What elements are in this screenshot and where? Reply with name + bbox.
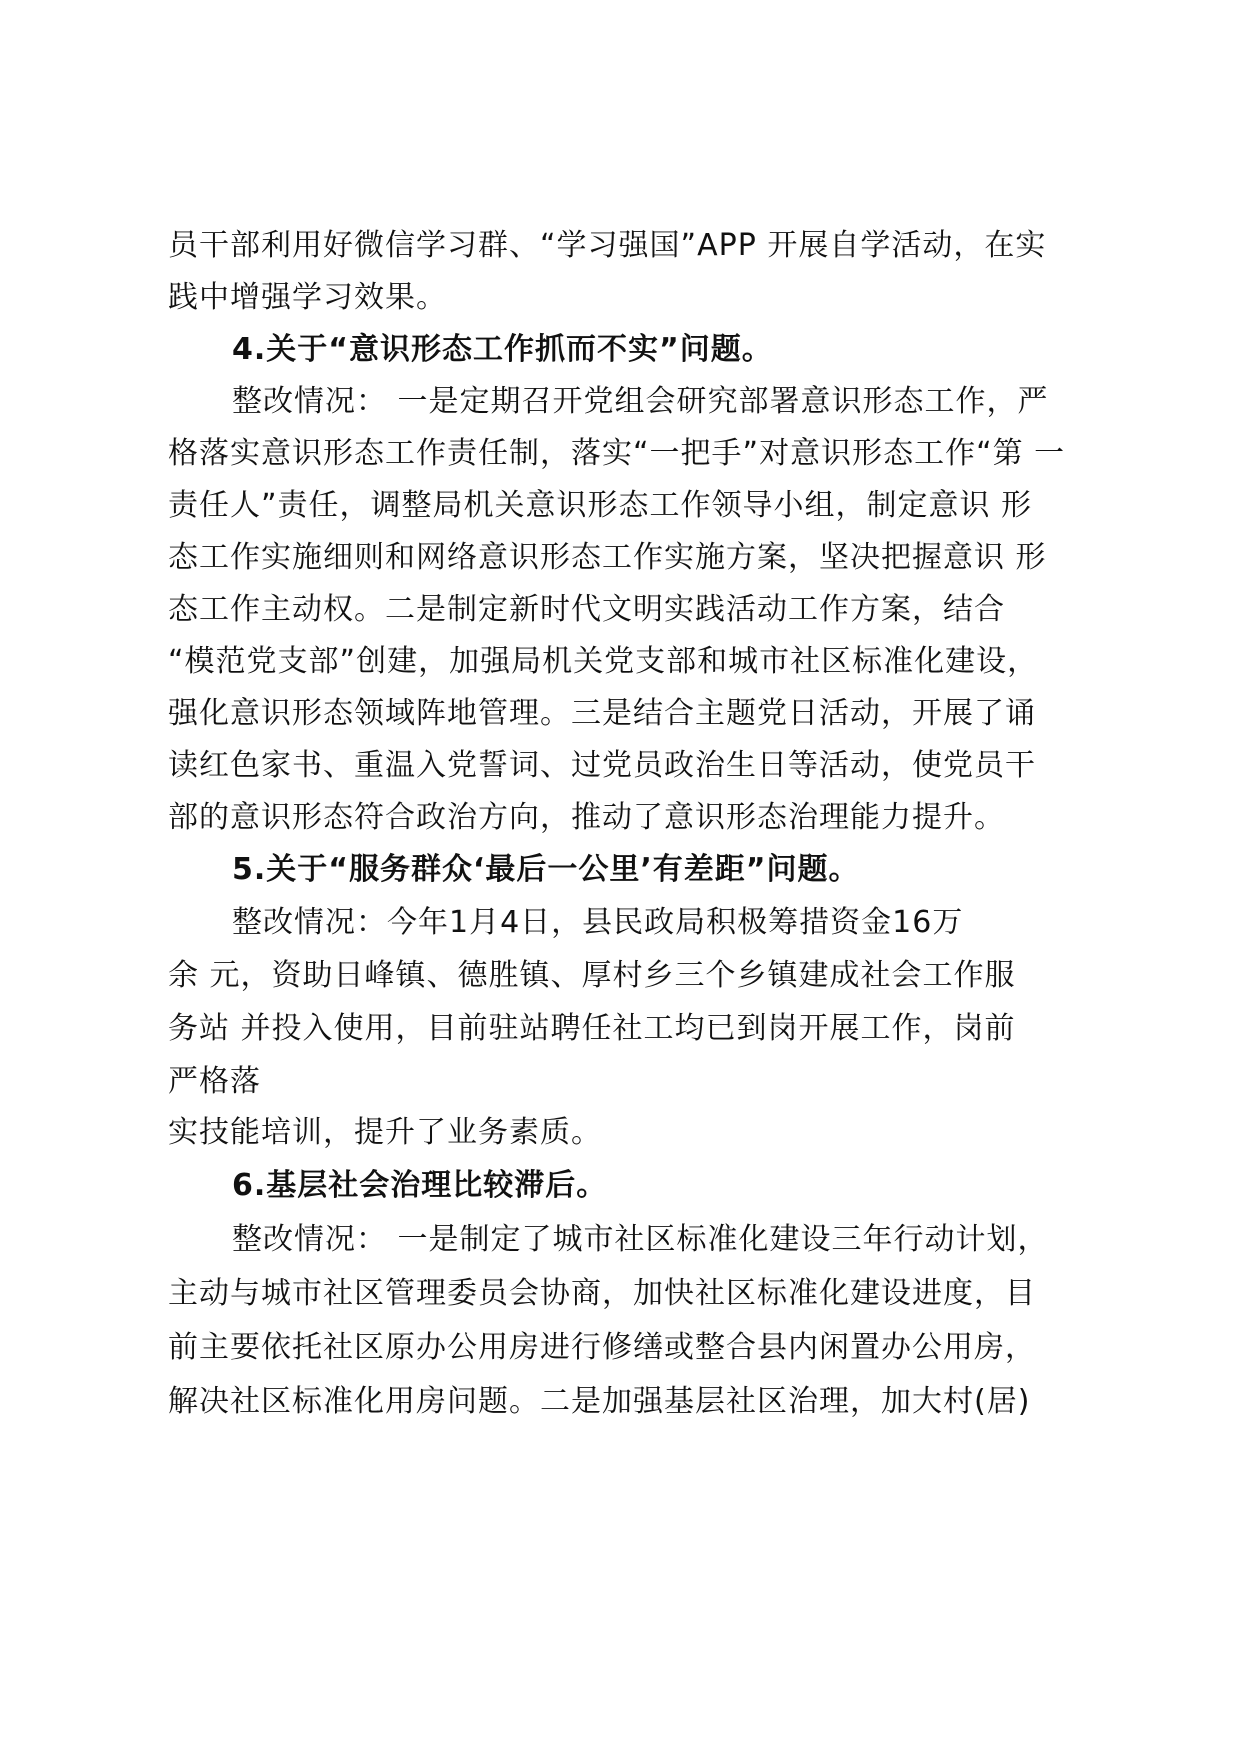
- body-text-line: 态工作主动权。二是制定新时代文明实践活动工作方案，结合: [168, 592, 1005, 627]
- body-text-line: 严格落: [168, 1064, 261, 1099]
- body-text-line: 整改情况： 一是制定了城市社区标准化建设三年行动计划，: [232, 1222, 1049, 1257]
- body-text-line: 前主要依托社区原办公用房进行修缮或整合县内闲置办公用房，: [168, 1330, 1036, 1365]
- body-text-line: 格落实意识形态工作责任制，落实“一把手”对意识形态工作“第 一: [168, 436, 1066, 471]
- body-text-line: 主动与城市社区管理委员会协商，加快社区标准化建设进度，目: [168, 1276, 1036, 1311]
- body-text-line: 态工作实施细则和网络意识形态工作实施方案，坚决把握意识 形: [168, 540, 1047, 575]
- body-text-line: 员干部利用好微信学习群、“学习强国”APP 开展自学活动，在实: [168, 228, 1047, 263]
- body-text-line: “模范党支部”创建，加强局机关党支部和城市社区标准化建设，: [168, 644, 1039, 679]
- body-text-line: 实技能培训，提升了业务素质。: [168, 1115, 602, 1150]
- body-text-line: 读红色家书、重温入党誓词、过党员政治生日等活动，使党员干: [168, 748, 1036, 783]
- body-text-line: 余 元，资助日峰镇、德胜镇、厚村乡三个乡镇建成社会工作服: [168, 958, 1016, 993]
- section-heading-5: 5.关于“服务群众‘最后一公里’有差距”问题。: [232, 852, 860, 887]
- body-text-line: 践中增强学习效果。: [168, 280, 447, 315]
- section-heading-4: 4.关于“意识形态工作抓而不实”问题。: [232, 332, 773, 367]
- section-heading-6: 6.基层社会治理比较滞后。: [232, 1168, 608, 1203]
- body-text-line: 责任人”责任，调整局机关意识形态工作领导小组，制定意识 形: [168, 488, 1033, 523]
- body-text-line: 部的意识形态符合政治方向，推动了意识形态治理能力提升。: [168, 800, 1005, 835]
- body-text-line: 务站 并投入使用，目前驻站聘任社工均已到岗开展工作，岗前: [168, 1011, 1016, 1046]
- body-text-line: 整改情况：今年1月4日，县民政局积极筹措资金16万: [232, 905, 964, 940]
- body-text-line: 强化意识形态领域阵地管理。三是结合主题党日活动，开展了诵: [168, 696, 1036, 731]
- body-text-line: 整改情况： 一是定期召开党组会研究部署意识形态工作，严: [232, 384, 1049, 419]
- body-text-line: 解决社区标准化用房问题。二是加强基层社区治理，加大村(居): [168, 1384, 1031, 1419]
